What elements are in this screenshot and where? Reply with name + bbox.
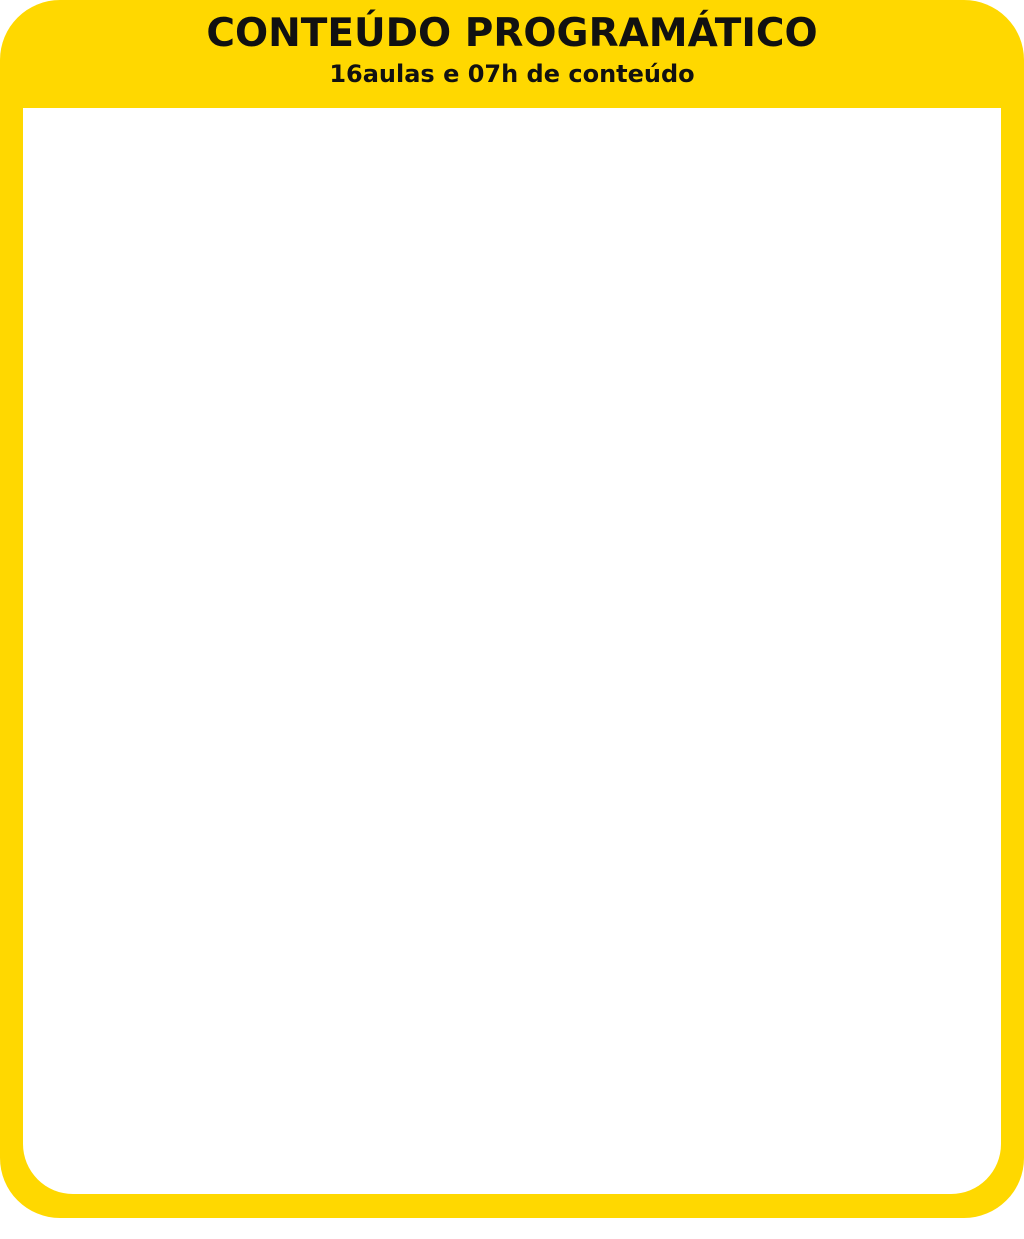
content-panel bbox=[23, 108, 1001, 1194]
section-header bbox=[0, 0, 1024, 108]
section-subtitle: 16aulas e 07h de conteúdo bbox=[329, 60, 695, 88]
section-title: CONTEÚDO PROGRAMÁTICO bbox=[206, 11, 818, 56]
